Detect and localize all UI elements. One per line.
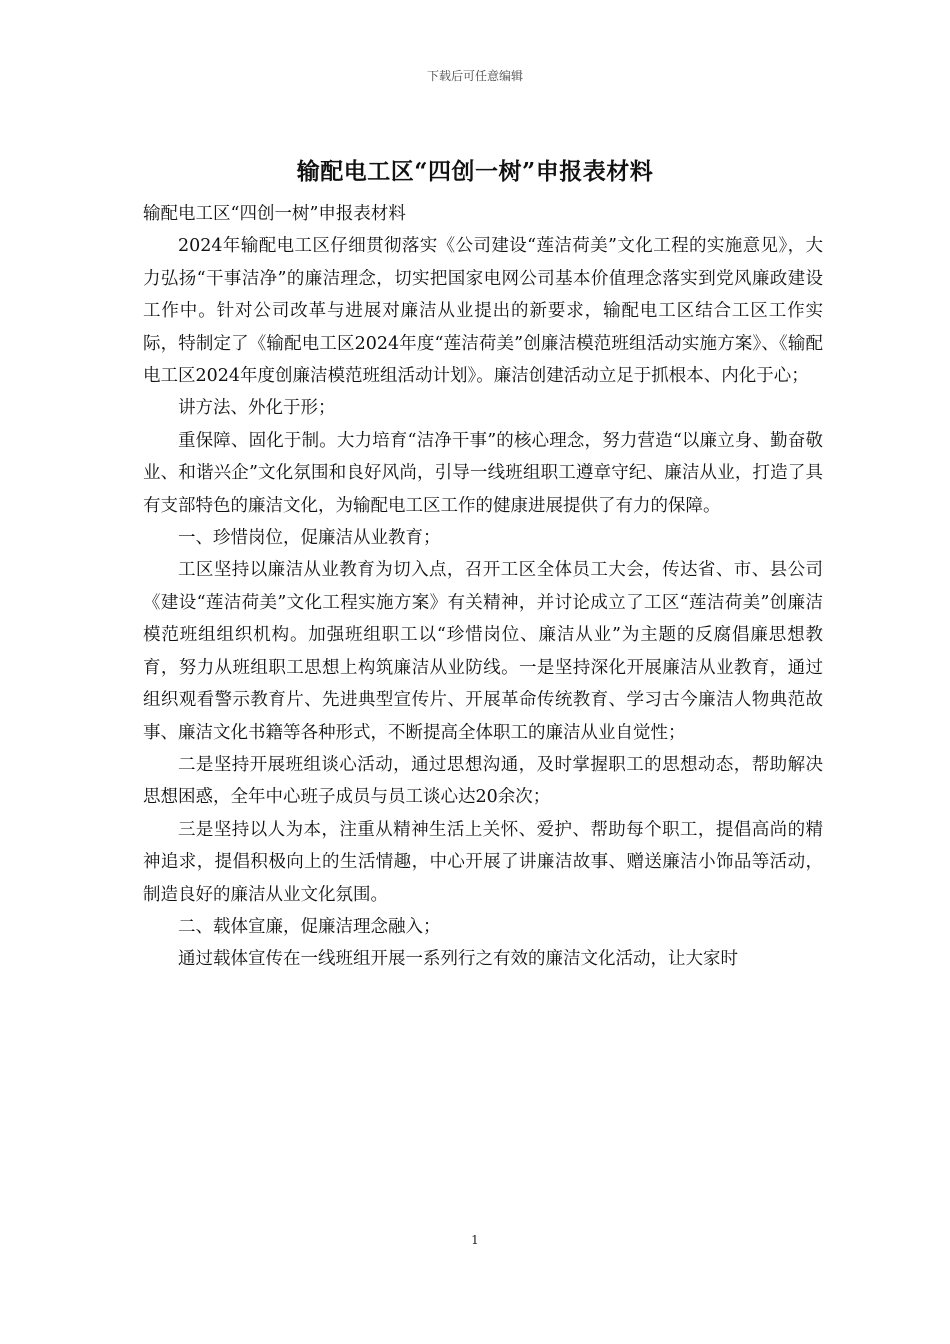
body-paragraph: 通过载体宣传在一线班组开展一系列行之有效的廉洁文化活动，让大家时 bbox=[178, 949, 738, 970]
page-number: 1 bbox=[471, 1233, 479, 1247]
body-paragraph: 一、珍惜岗位，促廉洁从业教育； bbox=[178, 528, 441, 549]
body-paragraph: 输配电工区“四创一树”申报表材料 bbox=[143, 204, 406, 224]
document-title: 输配电工区“四创一树”申报表材料 bbox=[296, 158, 654, 185]
body-paragraph: 二、载体宣廉，促廉洁理念融入； bbox=[178, 916, 441, 937]
body-paragraph: 三是坚持以人为本，注重从精神生活上关怀、爱护、帮助每个职工，提倡高尚的精神追求，提倡积极向上的生活情趣，中心开展了讲廉洁故事、赠送廉洁小饰品等活动，制造良好的廉洁从业文化氛围。 bbox=[143, 819, 823, 905]
body-paragraph: 2024年输配电工区仔细贯彻落实《公司建设“莲洁荷美”文化工程的实施意见》，大力弘扬“干事洁净”的廉洁理念，切实把国家电网公司基本价值理念落实到党风廉政建设工作中。针对公司改革与进展对廉洁从业提出的新要求，输配电工区结合工区工作实际，特制定了《输配电工区2024年度“莲洁荷美”创廉洁模范班组活动实施方案》、《输配电工区2024年度创廉洁模范班组活动计划》。廉洁创建活动立足于抓根本、内化于心； bbox=[143, 236, 823, 387]
body-paragraph: 讲方法、外化于形； bbox=[178, 398, 336, 419]
header-note: 下载后可任意编辑 bbox=[426, 69, 523, 83]
document-body bbox=[143, 198, 823, 976]
body-paragraph: 二是坚持开展班组谈心活动，通过思想沟通，及时掌握职工的思想动态，帮助解决思想困惑，全年中心班子成员与员工谈心达20余次； bbox=[143, 754, 823, 808]
body-paragraph: 工区坚持以廉洁从业教育为切入点，召开工区全体员工大会，传达省、市、县公司《建设“莲洁荷美”文化工程实施方案》有关精神，并讨论成立了工区“莲洁荷美”创廉洁模范班组组织机构。加强班组职工以“珍惜岗位、廉洁从业”为主题的反腐倡廉思想教育，努力从班组职工思想上构筑廉洁从业防线。一是坚持深化开展廉洁从业教育，通过组织观看警示教育片、先进典型宣传片、开展革命传统教育、学习古今廉洁人物典范故事、廉洁文化书籍等各种形式，不断提高全体职工的廉洁从业自觉性； bbox=[143, 560, 823, 743]
body-paragraph: 重保障、固化于制。大力培育“洁净干事”的核心理念，努力营造“以廉立身、勤奋敬业、和谐兴企”文化氛围和良好风尚，引导一线班组职工遵章守纪、廉洁从业，打造了具有支部特色的廉洁文化，为输配电工区工作的健康进展提供了有力的保障。 bbox=[143, 430, 823, 516]
